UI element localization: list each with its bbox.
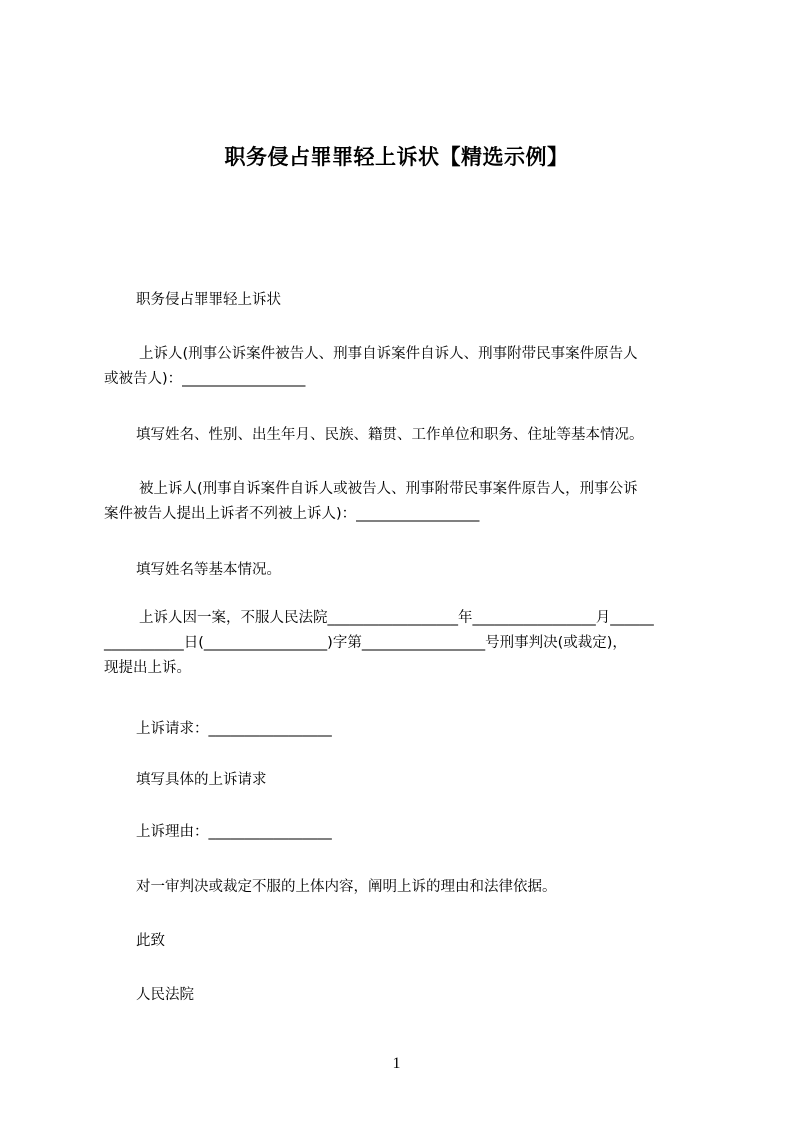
appellee-line-1: 被上诉人(刑事自诉案件自诉人或被告人、刑事附带民事案件原告人，刑事公诉 <box>139 481 638 497</box>
reason-note-paragraph: 对一审判决或裁定不服的上体内容，阐明上诉的理由和法律依据。 <box>136 879 557 895</box>
appellee-line-2: 案件被告人提出上诉者不列被上诉人)：_________________ <box>104 506 480 522</box>
court-paragraph: 人民法院 <box>136 987 194 1003</box>
appeal-line-3: 现提出上诉。 <box>104 660 191 676</box>
appeal-line-1: 上诉人因一案，不服人民法院__________________年_________________月______ <box>139 610 654 626</box>
appellant-line-1: 上诉人(刑事公诉案件被告人、刑事自诉案件自诉人、刑事附带民事案件原告人 <box>139 346 638 362</box>
request-note-paragraph: 填写具体的上诉请求 <box>136 772 267 788</box>
request-paragraph: 上诉请求：_________________ <box>136 721 332 737</box>
appellee-paragraph <box>104 477 702 527</box>
appellant-paragraph <box>104 342 702 392</box>
closing-paragraph: 此致 <box>136 933 165 949</box>
appeal-line-2: ___________日(_________________)字第_________________号刑事判决(或裁定)， <box>104 635 627 651</box>
appeal-paragraph <box>104 606 702 681</box>
page-number: 1 <box>392 1055 401 1072</box>
reason-paragraph: 上诉理由：_________________ <box>136 824 332 840</box>
appellant-note-paragraph: 填写姓名、性别、出生年月、民族、籍贯、工作单位和职务、住址等基本情况。 <box>136 427 644 443</box>
document-title: 职务侵占罪罪轻上诉状【精选示例】 <box>224 145 569 169</box>
appellant-line-2: 或被告人)：_________________ <box>104 371 306 387</box>
appellee-note-paragraph: 填写姓名等基本情况。 <box>136 562 281 578</box>
heading-paragraph: 职务侵占罪罪轻上诉状 <box>136 292 281 308</box>
